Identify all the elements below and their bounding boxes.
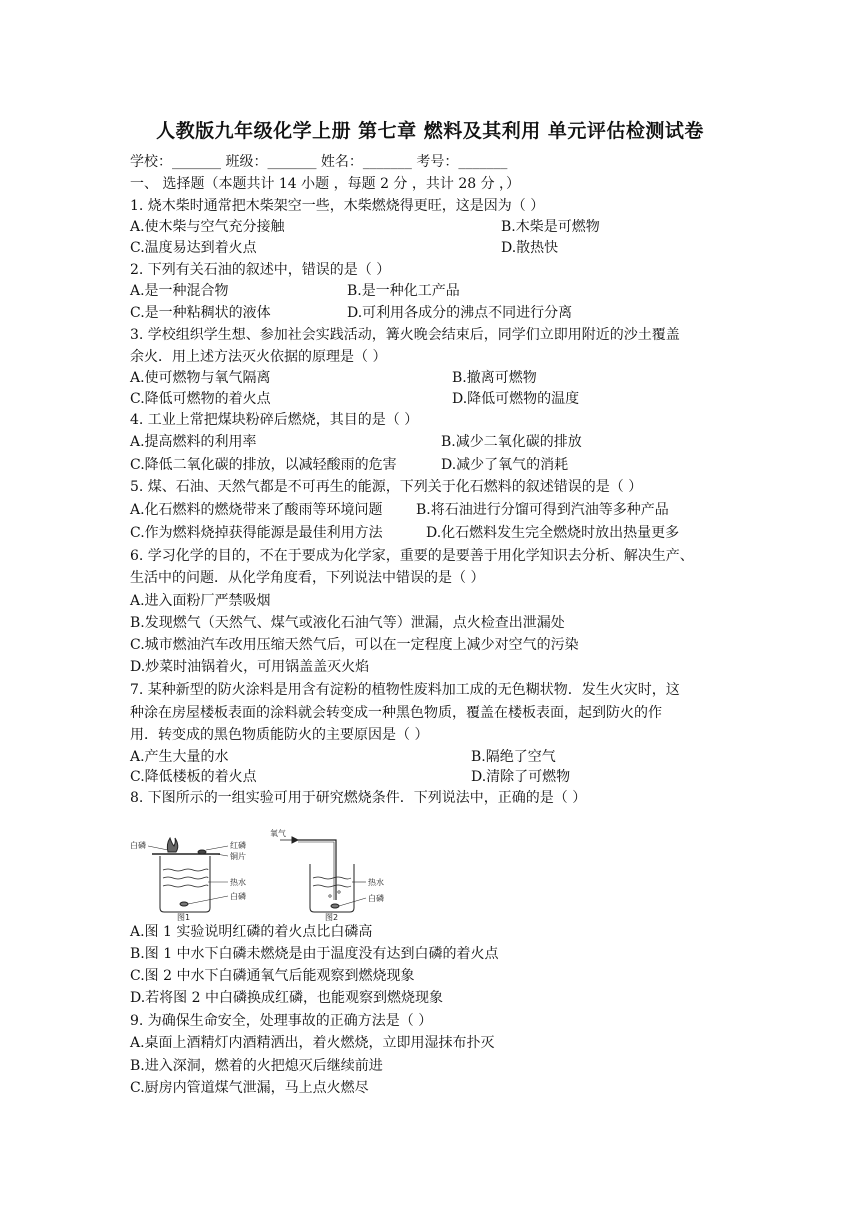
fig1-flame bbox=[167, 838, 177, 852]
q1-option-d: D.散热快 bbox=[501, 240, 559, 256]
q2-option-b: B.是一种化工产品 bbox=[347, 283, 460, 299]
q8-option-a: A.图 1 实验说明红磷的着火点比白磷高 bbox=[130, 924, 373, 940]
q7-option-b: B.隔绝了空气 bbox=[471, 749, 556, 765]
fig1-caption: 图1 bbox=[177, 913, 191, 922]
fig2-label-oxygen: 氧气 bbox=[270, 829, 286, 838]
q6-option-a: A.进入面粉厂严禁吸烟 bbox=[130, 593, 271, 609]
student-info-line: 学校：_______ 班级：_______ 姓名：_______ 考号：_______ bbox=[130, 154, 508, 170]
fig2-oxygen-tube bbox=[298, 840, 336, 900]
q2-option-a: A.是一种混合物 bbox=[130, 283, 229, 299]
question-6-stem-line-2: 生活中的问题．从化学角度看，下列说法中错误的是（ ） bbox=[130, 570, 485, 586]
q4-option-c: C.降低二氧化碳的排放，以减轻酸雨的危害 bbox=[130, 457, 397, 473]
fig2-caption: 图2 bbox=[325, 913, 339, 922]
q9-option-c: C.厨房内管道煤气泄漏，马上点火燃尽 bbox=[130, 1080, 369, 1096]
q5-option-c: C.作为燃料烧掉获得能源是最佳利用方法 bbox=[130, 525, 383, 541]
q7-option-d: D.清除了可燃物 bbox=[471, 769, 571, 785]
q7-option-a: A.产生大量的水 bbox=[130, 749, 229, 765]
question-3-stem-line-2: 余火．用上述方法灭火依据的原理是（ ） bbox=[130, 349, 387, 365]
question-1-stem: 1. 烧木柴时通常把木柴架空一些，木柴燃烧得更旺，这是因为（ ） bbox=[130, 198, 545, 214]
fig1-red-phosphorus bbox=[198, 850, 206, 854]
q3-option-a: A.使可燃物与氧气隔离 bbox=[130, 370, 271, 386]
q4-option-a: A.提高燃料的利用率 bbox=[130, 434, 257, 450]
question-4-stem: 4. 工业上常把煤块粉碎后燃烧，其目的是（ ） bbox=[130, 412, 419, 428]
q5-option-d: D.化石燃料发生完全燃烧时放出热量更多 bbox=[426, 525, 680, 541]
fig2-white-phosphorus bbox=[331, 904, 339, 908]
q9-option-a: A.桌面上酒精灯内酒精洒出，着火燃烧，立即用湿抹布扑灭 bbox=[130, 1035, 495, 1051]
q5-option-a: A.化石燃料的燃烧带来了酸雨等环境问题 bbox=[130, 502, 383, 518]
q2-option-c: C.是一种粘稠状的液体 bbox=[130, 305, 271, 321]
question-6-stem-line-1: 6. 学习化学的目的，不在于要成为化学家，重要的是要善于用化学知识去分析、解决生产、 bbox=[130, 548, 694, 564]
q8-option-d: D.若将图 2 中白磷换成红磷，也能观察到燃烧现象 bbox=[130, 990, 443, 1006]
q1-option-a: A.使木柴与空气充分接触 bbox=[130, 219, 285, 235]
page-title: 人教版九年级化学上册 第七章 燃料及其利用 单元评估检测试卷 bbox=[156, 120, 704, 142]
question-7-stem-line-2: 种涂在房屋楼板表面的涂料就会转变成一种黑色物质，覆盖在楼板表面，起到防火的作 bbox=[130, 705, 662, 721]
q3-option-b: B.撤离可燃物 bbox=[452, 370, 537, 386]
q3-option-d: D.降低可燃物的温度 bbox=[452, 391, 580, 407]
fig1-label-red-phosphorus: 红磷 bbox=[230, 841, 246, 850]
q8-option-c: C.图 2 中水下白磷通氧气后能观察到燃烧现象 bbox=[130, 968, 415, 984]
experiment-diagram bbox=[130, 826, 384, 922]
q5-option-b: B.将石油进行分馏可得到汽油等多种产品 bbox=[416, 502, 669, 518]
q1-option-c: C.温度易达到着火点 bbox=[130, 240, 257, 256]
question-3-stem-line-1: 3. 学校组织学生想、参加社会实践活动，篝火晚会结束后，同学们立即用附近的沙土覆盖 bbox=[130, 327, 680, 343]
question-5-stem: 5. 煤、石油、天然气都是不可再生的能源，下列关于化石燃料的叙述错误的是（ ） bbox=[130, 479, 643, 495]
q4-option-b: B.减少二氧化碳的排放 bbox=[441, 434, 582, 450]
fig1-label-hot-water: 热水 bbox=[230, 878, 246, 887]
fig2-label-white-phosphorus: 白磷 bbox=[368, 894, 384, 903]
fig1-label-white-phosphorus: 白磷 bbox=[130, 841, 146, 850]
question-2-stem: 2. 下列有关石油的叙述中，错误的是（ ） bbox=[130, 262, 391, 278]
q6-option-d: D.炒菜时油锅着火，可用锅盖盖灭火焰 bbox=[130, 659, 370, 675]
question-8-stem: 8. 下图所示的一组实验可用于研究燃烧条件．下列说法中，正确的是（ ） bbox=[130, 790, 587, 806]
fig1-label-white-phosphorus-bottom: 白磷 bbox=[230, 892, 246, 901]
q9-option-b: B.进入深洞，燃着的火把熄灭后继续前进 bbox=[130, 1058, 383, 1074]
q4-option-d: D.减少了氧气的消耗 bbox=[441, 457, 569, 473]
q8-option-b: B.图 1 中水下白磷未燃烧是由于温度没有达到白磷的着火点 bbox=[130, 946, 499, 962]
question-7-stem-line-3: 用．转变成的黑色物质能防火的主要原因是（ ） bbox=[130, 727, 429, 743]
q1-option-b: B.木柴是可燃物 bbox=[501, 219, 600, 235]
fig2-label-hot-water: 热水 bbox=[368, 878, 384, 887]
combustion-experiment-figure bbox=[130, 826, 384, 922]
fig1-label-copper-sheet: 铜片 bbox=[230, 852, 246, 861]
question-7-stem-line-1: 7. 某种新型的防火涂料是用含有淀粉的植物性废料加工成的无色糊状物．发生火灾时，这 bbox=[130, 682, 680, 698]
section-heading: 一、 选择题（本题共计 14 小题 ，每题 2 分 ，共计 28 分 ，） bbox=[130, 176, 521, 192]
q3-option-c: C.降低可燃物的着火点 bbox=[130, 391, 271, 407]
question-9-stem: 9. 为确保生命安全，处理事故的正确方法是（ ） bbox=[130, 1013, 433, 1029]
q6-option-c: C.城市燃油汽车改用压缩天然气后，可以在一定程度上减少对空气的污染 bbox=[130, 637, 579, 653]
q7-option-c: C.降低楼板的着火点 bbox=[130, 769, 257, 785]
q6-option-b: B.发现燃气（天然气、煤气或液化石油气等）泄漏，点火检查出泄漏处 bbox=[130, 615, 565, 631]
q2-option-d: D.可利用各成分的沸点不同进行分离 bbox=[347, 305, 573, 321]
fig1-white-phosphorus-underwater bbox=[180, 902, 188, 906]
